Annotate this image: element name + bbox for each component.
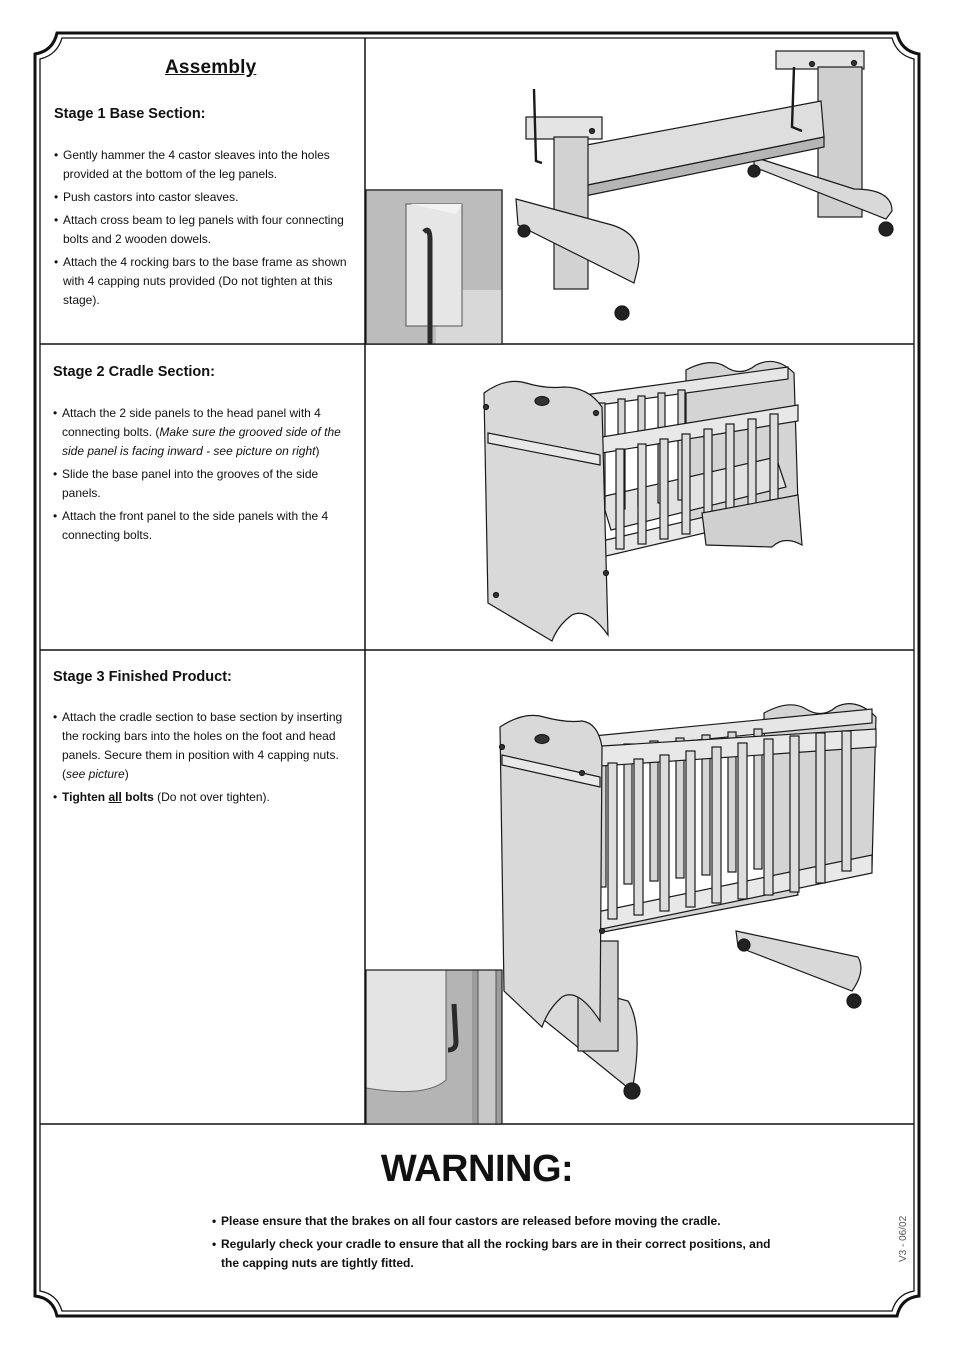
warning-list	[212, 1212, 772, 1277]
list-item: • Attach the cradle section to base section by inserting the rocking bars into the holes on the foot and head panels. Secure them in position with 4 capping nuts. (see picture)	[53, 708, 353, 784]
list-item: • Gently hammer the 4 castor sleaves into the holes provided at the bottom of the leg panels.	[54, 146, 356, 184]
list-item: • Attach cross beam to leg panels with four connecting bolts and 2 wooden dowels.	[54, 211, 356, 249]
stage2-heading: Stage 2 Cradle Section:	[53, 364, 215, 380]
list-item: • Please ensure that the brakes on all four castors are released before moving the cradle.	[212, 1212, 772, 1231]
list-item: • Attach the 2 side panels to the head panel with 4 connecting bolts. (Make sure the grooved side of the side panel is facing inward - see picture on right)	[53, 404, 343, 461]
stage1-list	[54, 146, 356, 314]
list-item: • Tighten all bolts (Do not over tighten).	[53, 788, 353, 807]
page-title: Assembly	[165, 57, 257, 78]
version-label: V3 - 06/02	[898, 1215, 909, 1262]
list-item: • Push castors into castor sleaves.	[54, 188, 356, 207]
list-item: • Regularly check your cradle to ensure that all the rocking bars are in their correct positions, and the capping nuts are tightly fitted.	[212, 1235, 772, 1273]
stage3-list	[53, 708, 353, 811]
stage1-heading: Stage 1 Base Section:	[54, 106, 206, 122]
warning-heading: WARNING:	[380, 1148, 574, 1190]
cradle-section-picture	[366, 345, 914, 650]
stage3-heading: Stage 3 Finished Product:	[53, 669, 232, 685]
rocking-bar-detail-picture	[366, 190, 502, 344]
list-item: • Attach the 4 rocking bars to the base frame as shown with 4 capping nuts provided (Do not tighten at this stage).	[54, 253, 356, 310]
list-item: • Attach the front panel to the side panels with the 4 connecting bolts.	[53, 507, 343, 545]
list-item: • Slide the base panel into the grooves of the side panels.	[53, 465, 343, 503]
capping-nut-detail-picture	[366, 970, 502, 1124]
stage2-list	[53, 404, 343, 549]
